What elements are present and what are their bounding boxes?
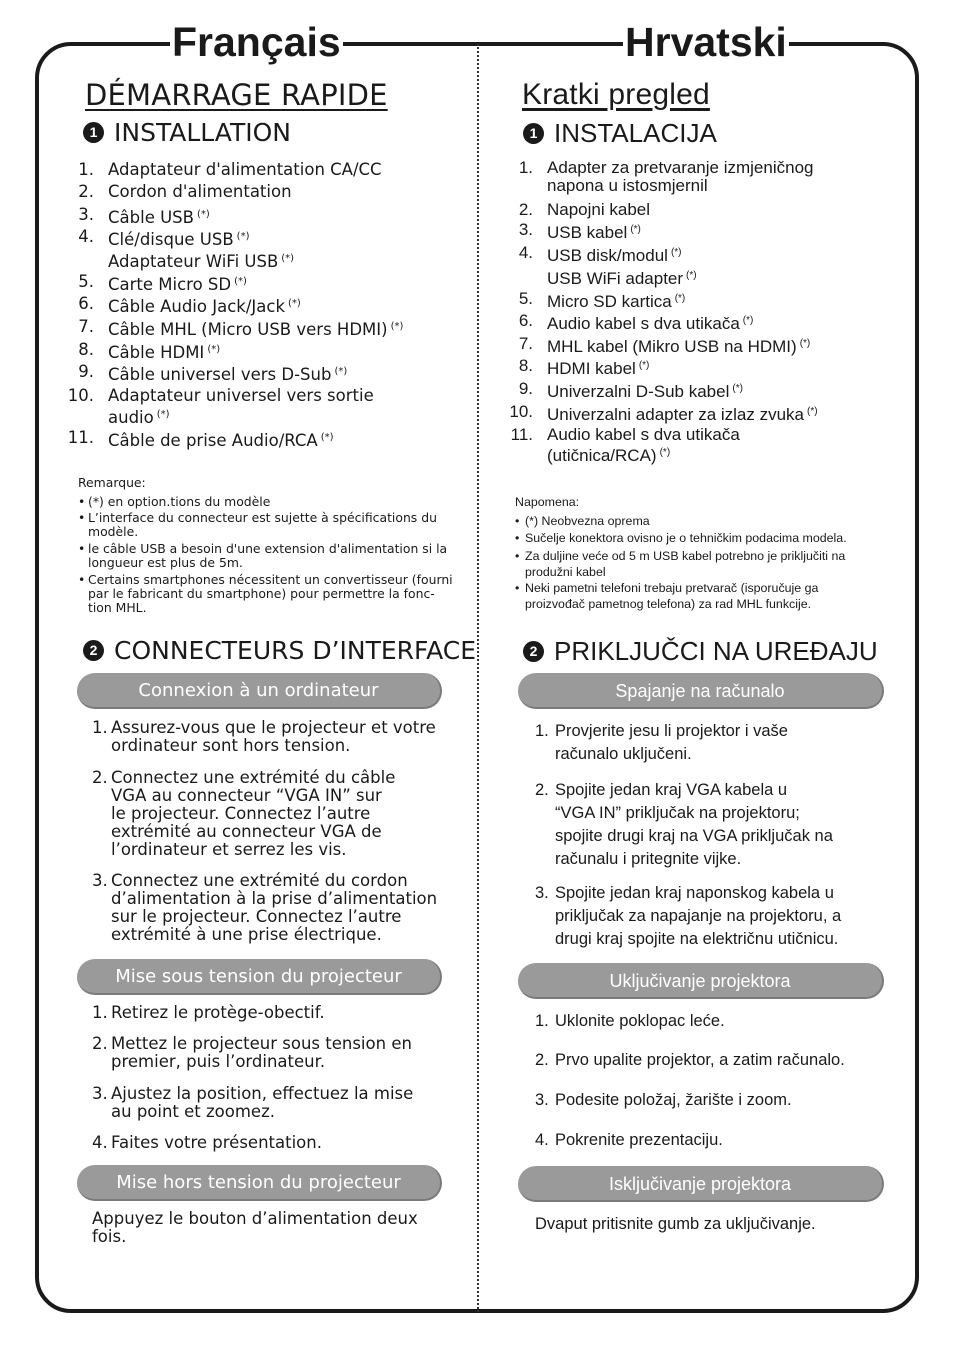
item-text: napona u istosmjernil: [547, 176, 708, 195]
optional-marker: (*): [196, 209, 210, 220]
step-text: Connectez une extrémité du cordon: [111, 871, 408, 890]
step-text: fois.: [92, 1227, 127, 1246]
item-text: Câble universel vers D-Sub (*): [108, 365, 348, 384]
section-header-power-off: Isključivanje projektora: [518, 1166, 884, 1202]
step-text: sur le projecteur. Connectez l’autre: [111, 907, 402, 926]
language-title-croatian: Hrvatski: [623, 16, 789, 68]
note-line: (*) en option.tions du modèle: [88, 494, 271, 509]
step-text: Mettez le projecteur sous tension en: [111, 1034, 412, 1053]
item-text: Câble USB (*): [108, 208, 210, 227]
note-line: modèle.: [88, 524, 139, 539]
item-text: Cordon d'alimentation: [108, 182, 292, 201]
note-line: Za duljine veće od 5 m USB kabel potrebno je priključiti na: [525, 549, 846, 563]
step-text: premier, puis l’ordinateur.: [111, 1052, 326, 1071]
optional-marker: (*): [390, 321, 404, 332]
step-number: 1.: [92, 718, 108, 737]
item-text: Napojni kabel: [547, 200, 651, 219]
quick-start-title: Kratki pregled: [522, 78, 710, 111]
optional-marker: (*): [732, 383, 743, 394]
installation-heading-text: INSTALLATION: [114, 118, 291, 147]
item-number: 2.: [518, 200, 533, 219]
bullet-icon: •: [78, 541, 86, 556]
step-text: au point et zoomez.: [111, 1102, 275, 1121]
note-line: (*) Neobvezna oprema: [525, 514, 650, 528]
item-number: 7.: [518, 334, 533, 353]
item-text: Adapter za pretvaranje izmjeničnog: [547, 158, 814, 177]
optional-marker: (*): [674, 293, 686, 304]
item-text: Adaptateur d'alimentation CA/CC: [108, 160, 382, 179]
step-text: Assurez-vous que le projecteur et votre: [111, 718, 436, 737]
optional-marker: (*): [630, 224, 641, 235]
step-text: drugi kraj spojite na električnu utičnicu.: [555, 930, 839, 948]
item-number: 3.: [78, 205, 94, 224]
step-text: extrémité à une prise électrique.: [111, 925, 382, 944]
note-line: le câble USB a besoin d'une extension d'alimentation si la: [88, 541, 448, 556]
bullet-icon: •: [78, 572, 86, 587]
item-number: 2.: [78, 182, 94, 201]
step-text: “VGA IN” priključak na projektoru;: [555, 804, 800, 822]
optional-marker: (*): [234, 276, 247, 287]
item-text: HDMI kabel (*): [547, 359, 650, 378]
notes-title: Remarque:: [78, 475, 146, 490]
optional-marker: (*): [207, 344, 221, 355]
section-header-power-on: Mise sous tension du projecteur: [77, 959, 442, 995]
optional-marker: (*): [742, 315, 754, 326]
item-text: Câble MHL (Micro USB vers HDMI) (*): [108, 320, 404, 339]
item-text: Câble Audio Jack/Jack (*): [108, 297, 301, 316]
connectors-heading-text: CONNECTEURS D’INTERFACE: [114, 636, 477, 665]
installation-heading: [523, 118, 717, 149]
item-number: 5.: [78, 272, 94, 291]
step-number-1-icon: 1: [523, 123, 544, 144]
installation-items-list: [64, 160, 464, 450]
step-text: d’alimentation à la prise d’alimentation: [111, 889, 438, 908]
item-text: (utičnica/RCA) (*): [547, 446, 671, 465]
section-header-power-off: Mise hors tension du projecteur: [77, 1165, 442, 1201]
step-text: spojite drugi kraj na VGA priključak na: [555, 827, 833, 845]
bullet-icon: •: [515, 549, 520, 563]
item-text: Adaptateur universel vers sortie: [108, 386, 374, 405]
step-text: ordinateur sont hors tension.: [111, 736, 351, 755]
step-text: računalu i pritegnite vijke.: [555, 850, 742, 868]
optional-marker: (*): [638, 360, 650, 371]
connectors-heading: [523, 636, 878, 667]
item-text: Audio kabel s dva utikača (*): [547, 314, 754, 333]
step-number: 2.: [92, 768, 108, 787]
item-text: Câble HDMI (*): [108, 343, 221, 362]
optional-marker: (*): [670, 247, 682, 258]
installation-heading-text: INSTALACIJA: [554, 118, 717, 148]
step-text: Provjerite jesu li projektor i vaše: [555, 722, 788, 740]
column-divider: [477, 44, 479, 1312]
step-number: 3.: [535, 884, 549, 902]
bullet-icon: •: [515, 514, 520, 528]
item-text: Câble de prise Audio/RCA (*): [108, 431, 334, 450]
item-number: 11.: [510, 425, 533, 444]
item-number: 7.: [78, 317, 94, 336]
step-number: 1.: [92, 1003, 108, 1022]
step-text: Pokrenite prezentaciju.: [555, 1131, 723, 1149]
step-text: Retirez le protège-obectif.: [111, 1003, 325, 1022]
note-line: L’interface du connecteur est sujette à spécifications du: [88, 510, 437, 525]
optional-marker: (*): [807, 406, 818, 417]
step-number: 3.: [92, 871, 108, 890]
item-text: Audio kabel s dva utikača: [547, 425, 740, 444]
quick-start-title: DÉMARRAGE RAPIDE: [85, 78, 388, 112]
step-text: Uklonite poklopac leće.: [555, 1012, 725, 1030]
step-text: Spojite jedan kraj naponskog kabela u: [555, 884, 834, 902]
optional-marker: (*): [156, 409, 170, 420]
item-text: USB disk/modul (*): [547, 246, 682, 265]
item-number: 4.: [78, 227, 94, 246]
item-text: Univerzalni adapter za izlaz zvuka (*): [547, 405, 818, 424]
item-text: audio (*): [108, 408, 170, 427]
step-number: 1.: [535, 722, 549, 740]
optional-marker: (*): [281, 253, 295, 264]
item-number: 3.: [518, 220, 533, 239]
step-number: 2.: [535, 781, 549, 799]
item-text: Univerzalni D-Sub kabel (*): [547, 382, 743, 401]
item-text: USB WiFi adapter (*): [547, 269, 697, 288]
optional-marker: (*): [236, 231, 250, 242]
section-header-power-on: Uključivanje projektora: [518, 963, 884, 999]
note-line: Certains smartphones nécessitent un convertisseur (fourni: [88, 572, 453, 587]
item-text: USB kabel (*): [547, 223, 641, 242]
step-text: Faites votre présentation.: [111, 1133, 322, 1152]
step-text: Appuyez le bouton d’alimentation deux: [92, 1209, 418, 1228]
step-text: extrémité au connecteur VGA de: [111, 822, 382, 841]
step-text: l’ordinateur et serrez les vis.: [111, 840, 347, 859]
optional-marker: (*): [799, 338, 811, 349]
item-number: 9.: [78, 362, 94, 381]
step-text: Podesite položaj, žarište i zoom.: [555, 1091, 792, 1109]
item-number: 8.: [518, 356, 533, 375]
item-text: Carte Micro SD (*): [108, 275, 247, 294]
item-number: 10.: [67, 386, 94, 405]
bullet-icon: •: [515, 531, 520, 545]
step-text: Dvaput pritisnite gumb za uključivanje.: [535, 1215, 816, 1233]
step-text: Connectez une extrémité du câble: [111, 768, 396, 787]
item-text: Micro SD kartica (*): [547, 292, 686, 311]
item-number: 9.: [518, 379, 533, 398]
bullet-icon: •: [78, 510, 86, 525]
item-number: 1.: [518, 158, 533, 177]
step-number: 3.: [92, 1084, 108, 1103]
note-line: Neki pametni telefoni trebaju pretvarač (isporučuje ga: [525, 581, 819, 595]
item-number: 11.: [67, 428, 94, 447]
item-number: 8.: [78, 340, 94, 359]
step-text: Prvo upalite projektor, a zatim računalo.: [555, 1051, 845, 1069]
step-text: priključak za napajanje na projektoru, a: [555, 907, 842, 925]
step-number-1-icon: 1: [83, 122, 104, 143]
note-line: produžni kabel: [525, 564, 606, 579]
item-text: Adaptateur WiFi USB (*): [108, 252, 295, 271]
step-number-2-icon: 2: [83, 640, 104, 661]
bullet-icon: •: [515, 581, 520, 595]
item-number: 6.: [78, 294, 94, 313]
item-text: Clé/disque USB (*): [108, 230, 250, 249]
optional-marker: (*): [334, 366, 348, 377]
note-line: Sučelje konektora ovisno je o tehničkim podacima modela.: [525, 531, 847, 545]
note-line: tion MHL.: [88, 600, 147, 615]
section-header-connect-computer: Spajanje na računalo: [518, 673, 884, 709]
step-text: le projecteur. Connectez l’autre: [111, 804, 371, 823]
item-text: MHL kabel (Mikro USB na HDMI) (*): [547, 337, 811, 356]
step-number: 4.: [535, 1131, 549, 1149]
step-number: 2.: [535, 1051, 549, 1069]
notes-title: Napomena:: [515, 495, 580, 509]
section-header-connect-computer: Connexion à un ordinateur: [77, 673, 442, 709]
step-text: VGA au connecteur “VGA IN” sur: [111, 786, 382, 805]
step-number: 4.: [92, 1133, 108, 1152]
step-text: Spojite jedan kraj VGA kabela u: [555, 781, 788, 799]
optional-marker: (*): [320, 432, 334, 443]
item-number: 10.: [509, 402, 533, 421]
step-number: 2.: [92, 1034, 108, 1053]
step-number-2-icon: 2: [523, 641, 544, 662]
step-text: računalo uključeni.: [555, 745, 692, 763]
language-title-french: Français: [170, 16, 343, 68]
item-number: 6.: [518, 311, 533, 330]
optional-marker: (*): [288, 298, 301, 309]
note-line: proizvođač pametnog telefona) za rad MHL funkcije.: [525, 596, 812, 611]
connectors-heading-text: PRIKLJUČCI NA UREĐAJU: [554, 636, 878, 666]
step-number: 3.: [535, 1091, 549, 1109]
item-number: 5.: [518, 289, 533, 308]
installation-heading: [83, 118, 291, 147]
connectors-heading: [83, 636, 476, 665]
bullet-icon: •: [78, 494, 86, 509]
installation-items-list: [503, 158, 923, 468]
optional-marker: (*): [659, 447, 671, 458]
note-line: par le fabricant du smartphone) pour permettre la fonc-: [88, 586, 435, 601]
item-number: 4.: [518, 243, 533, 262]
step-number: 1.: [535, 1012, 549, 1030]
optional-marker: (*): [686, 270, 697, 281]
note-line: longueur est plus de 5m.: [88, 555, 243, 570]
item-number: 1.: [78, 160, 94, 179]
step-text: Ajustez la position, effectuez la mise: [111, 1084, 414, 1103]
